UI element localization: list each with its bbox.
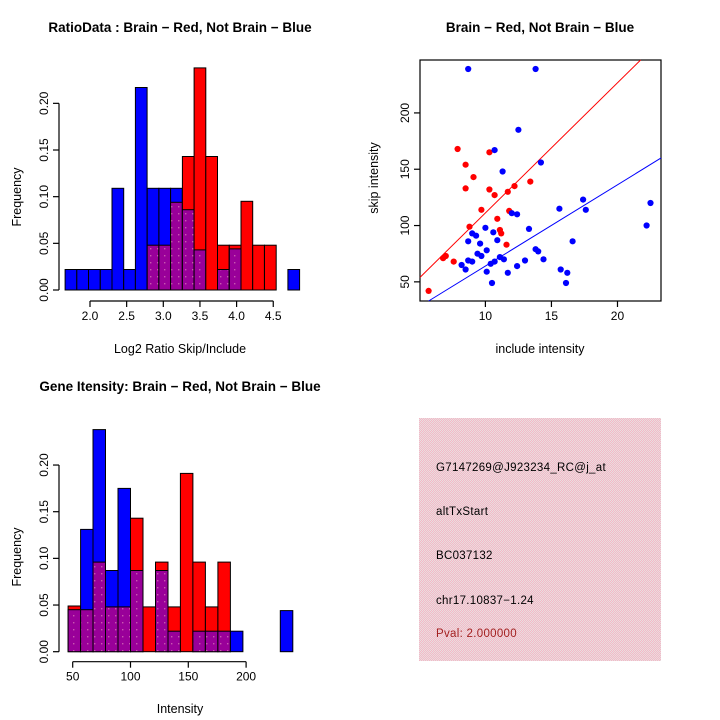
svg-text:2.0: 2.0 bbox=[81, 309, 99, 323]
svg-text:3.5: 3.5 bbox=[191, 309, 209, 323]
svg-text:4.0: 4.0 bbox=[228, 309, 245, 323]
svg-text:20: 20 bbox=[610, 309, 625, 323]
info-panel-background bbox=[360, 360, 720, 720]
svg-text:0.15: 0.15 bbox=[37, 500, 51, 524]
info-chromosome-location: chr17.10837−1.24 bbox=[436, 595, 534, 607]
ratio-histogram-title: RatioData : Brain − Red, Not Brain − Blue bbox=[48, 20, 312, 35]
info-event-type: altTxStart bbox=[436, 506, 489, 518]
svg-text:150: 150 bbox=[178, 669, 199, 684]
scatter-title: Brain − Red, Not Brain − Blue bbox=[445, 20, 635, 35]
gene-histogram-ylabel: Frequency bbox=[10, 527, 24, 587]
svg-text:4.5: 4.5 bbox=[264, 309, 282, 323]
gene-histogram-xlabel: Intensity bbox=[156, 702, 204, 716]
svg-text:0.10: 0.10 bbox=[37, 184, 51, 209]
svg-text:50: 50 bbox=[398, 275, 412, 289]
gene-histogram-title: Gene Itensity: Brain − Red, Not Brain − Blue bbox=[39, 379, 321, 394]
svg-text:0.10: 0.10 bbox=[37, 546, 51, 571]
svg-text:15: 15 bbox=[544, 309, 559, 323]
svg-text:0.20: 0.20 bbox=[37, 91, 51, 116]
info-pval: Pval: 2.000000 bbox=[436, 628, 517, 640]
ratio-histogram-xlabel: Log2 Ratio Skip/Include bbox=[113, 342, 247, 356]
svg-text:10: 10 bbox=[478, 309, 493, 323]
svg-text:3.0: 3.0 bbox=[154, 309, 172, 323]
scatter-xlabel: include intensity bbox=[495, 342, 585, 356]
intensity-scatter-chart bbox=[360, 0, 720, 360]
gene-intensity-histogram-chart bbox=[0, 360, 360, 720]
info-probe-id: G7147269@J923234_RC@j_at bbox=[436, 462, 606, 474]
svg-text:0.05: 0.05 bbox=[37, 231, 51, 256]
svg-text:2.5: 2.5 bbox=[118, 309, 135, 323]
svg-text:150: 150 bbox=[398, 159, 412, 180]
ratio-histogram-ylabel: Frequency bbox=[10, 167, 24, 227]
svg-text:100: 100 bbox=[120, 669, 141, 684]
svg-text:200: 200 bbox=[236, 669, 257, 684]
info-accession: BC037132 bbox=[436, 550, 493, 562]
svg-text:200: 200 bbox=[398, 102, 412, 123]
svg-text:0.20: 0.20 bbox=[37, 453, 51, 477]
svg-text:0.05: 0.05 bbox=[37, 593, 51, 617]
svg-text:0.00: 0.00 bbox=[37, 278, 51, 302]
ratio-histogram-chart bbox=[0, 0, 360, 360]
scatter-ylabel: skip intensity bbox=[367, 142, 381, 214]
svg-text:100: 100 bbox=[398, 215, 412, 236]
svg-text:0.00: 0.00 bbox=[37, 640, 51, 664]
svg-text:0.15: 0.15 bbox=[37, 138, 51, 162]
svg-text:50: 50 bbox=[66, 669, 80, 684]
